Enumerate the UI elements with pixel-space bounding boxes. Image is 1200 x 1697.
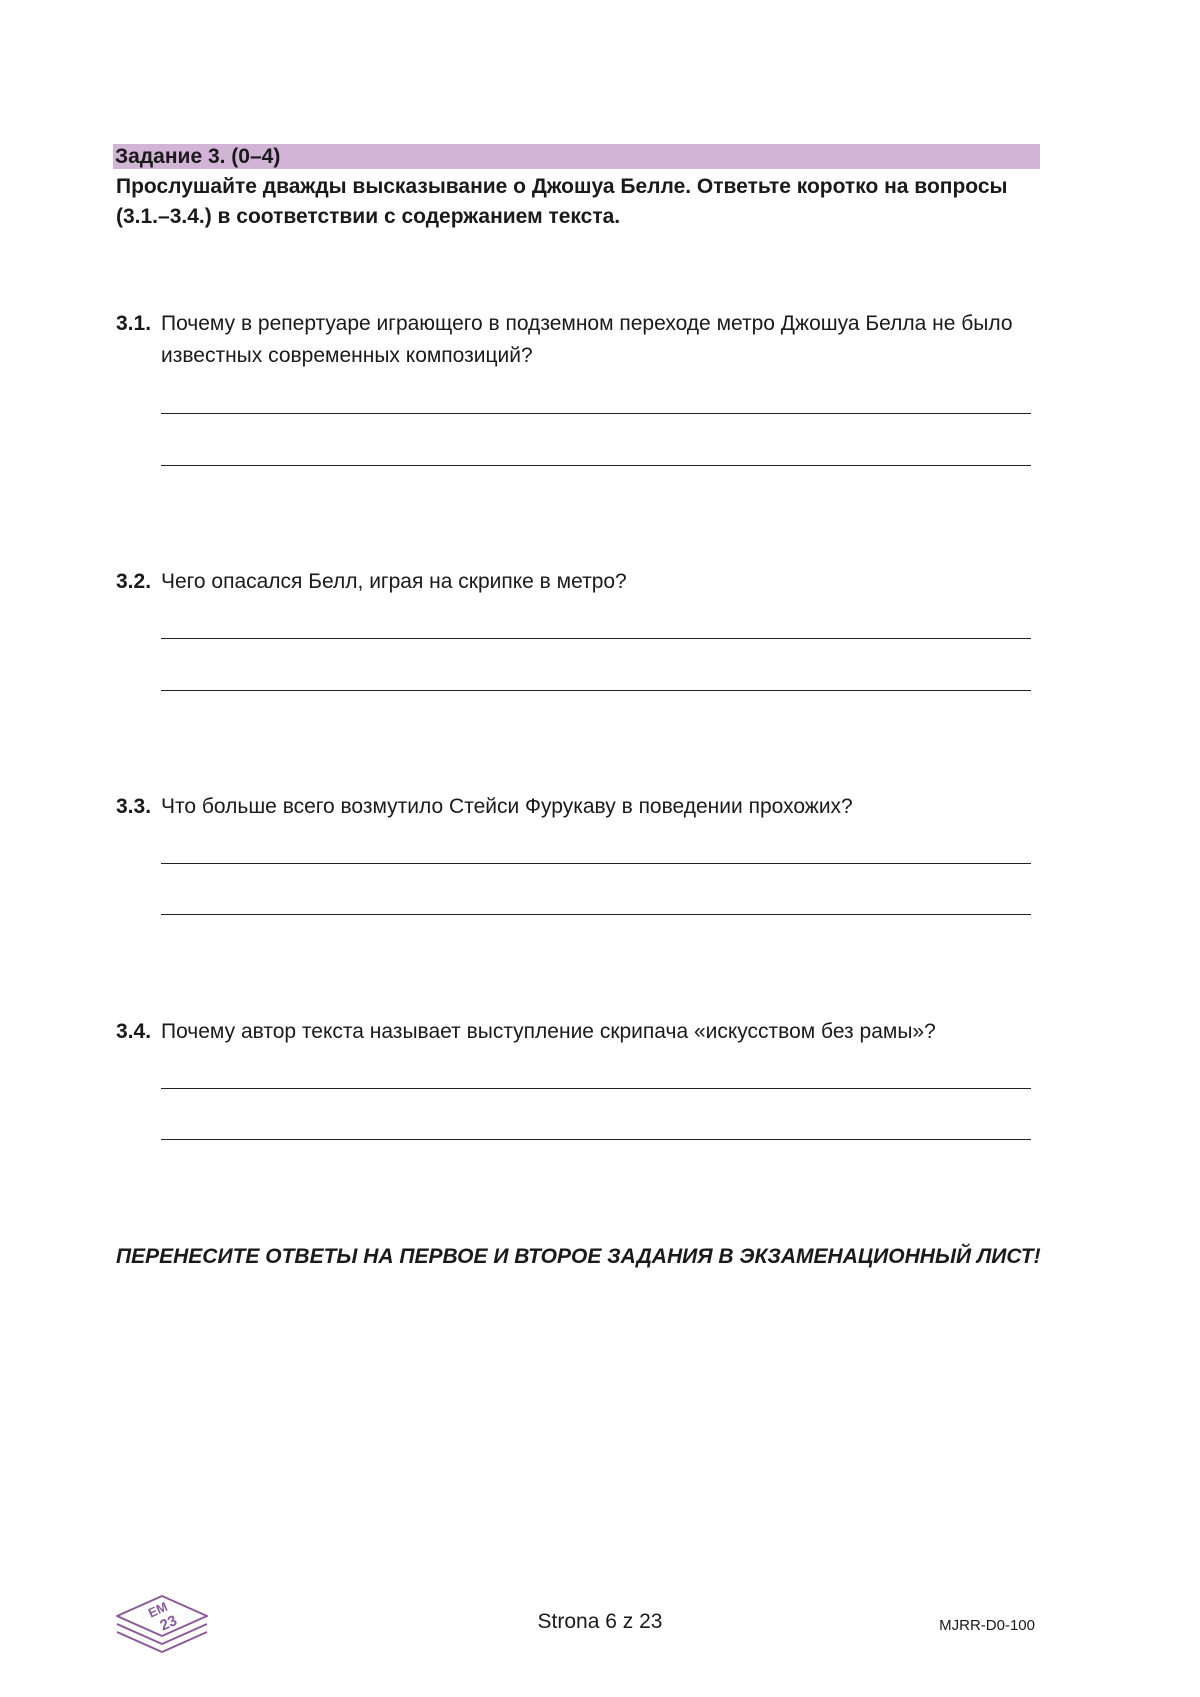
question-text: Почему в репертуаре играющего в подземном переходе метро Джошуа Белла не было известных современных композиций? bbox=[161, 312, 1013, 367]
answer-line[interactable] bbox=[161, 914, 1031, 915]
question-number: 3.2. bbox=[116, 570, 152, 593]
question-3-3 bbox=[116, 791, 1040, 823]
logo-text-23: 23 bbox=[157, 1612, 180, 1635]
question-number: 3.4. bbox=[116, 1020, 152, 1043]
answer-line[interactable] bbox=[161, 863, 1031, 864]
question-text: Что больше всего возмутило Стейси Фурукаву в поведении прохожих? bbox=[161, 795, 853, 818]
document-code: MJRR-D0-100 bbox=[939, 1617, 1035, 1634]
answer-line[interactable] bbox=[161, 1088, 1031, 1089]
answer-line[interactable] bbox=[161, 413, 1031, 414]
answer-line[interactable] bbox=[161, 465, 1031, 466]
answer-line[interactable] bbox=[161, 638, 1031, 639]
question-text: Почему автор текста называет выступление скрипача «искусством без рамы»? bbox=[161, 1020, 936, 1043]
question-number: 3.3. bbox=[116, 795, 152, 818]
transfer-answers-note: ПЕРЕНЕСИТЕ ОТВЕТЫ НА ПЕРВОЕ И ВТОРОЕ ЗАДАНИЯ В ЭКЗАМЕНАЦИОННЫЙ ЛИСТ! bbox=[116, 1245, 1041, 1268]
answer-line[interactable] bbox=[161, 690, 1031, 691]
question-3-1 bbox=[116, 308, 1040, 372]
page-number: Strona 6 z 23 bbox=[537, 1610, 663, 1633]
task-title: Задание 3. (0–4) bbox=[113, 144, 1040, 169]
question-3-2 bbox=[116, 566, 1040, 598]
question-3-4 bbox=[116, 1016, 1040, 1048]
answer-line[interactable] bbox=[161, 1139, 1031, 1140]
question-text: Чего опасался Белл, играя на скрипке в метро? bbox=[161, 570, 627, 593]
logo-text-em: EM bbox=[145, 1598, 170, 1621]
question-number: 3.1. bbox=[116, 312, 152, 335]
task-instructions: Прослушайте дважды высказывание о Джошуа Белле. Ответьте коротко на вопросы (3.1.–3.4.) в соответствии с содержанием текста. bbox=[116, 175, 1008, 228]
